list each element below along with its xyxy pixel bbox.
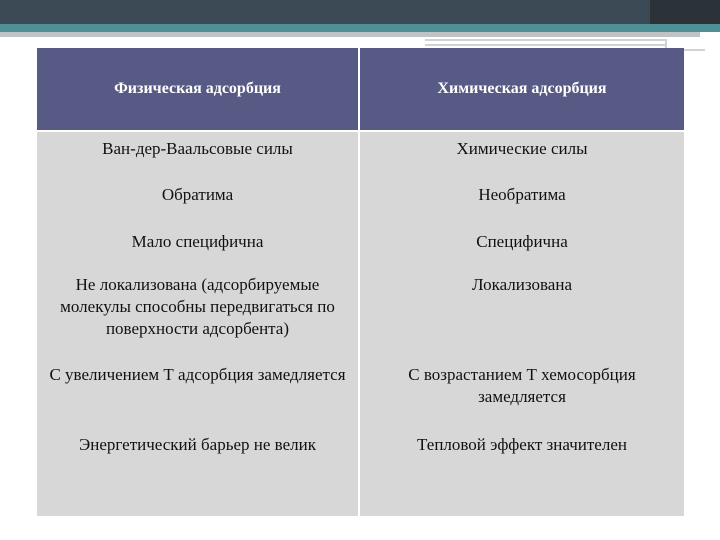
teal-accent-bar [0, 24, 720, 32]
table-cell: С увеличением Т адсорбция замедляется [49, 365, 346, 384]
table-row [37, 180, 684, 227]
table-row [37, 272, 684, 362]
table-cell: Локализована [359, 272, 684, 362]
table-cell: Обратима [161, 185, 234, 204]
table-row [37, 227, 684, 272]
table-row [37, 362, 684, 432]
table-header-row [37, 48, 684, 131]
top-decorative-bar [0, 0, 720, 24]
table-row [37, 131, 684, 180]
table-cell: Не локализована (адсорбируемые молекулы способны передвигаться по поверхности адсорбента) [60, 275, 335, 338]
top-decorative-bar-right [650, 0, 720, 24]
table-cell: Специфична [359, 227, 684, 272]
table-cell: Энергетический барьер не велик [79, 435, 316, 454]
header-physical-adsorption: Физическая адсорбция [37, 48, 359, 131]
table-cell: Ван-дер-Ваальсовые силы [102, 139, 293, 158]
table-cell: С возрастанием Т хемосорбция замедляется [359, 362, 684, 432]
table-cell: Тепловой эффект значителен [359, 432, 684, 522]
table-cell: Необратима [359, 180, 684, 227]
adsorption-comparison-table [37, 48, 684, 516]
table-cell: Мало специфична [131, 232, 264, 251]
table-row [37, 432, 684, 522]
header-chemical-adsorption: Химическая адсорбция [359, 48, 684, 131]
table-cell: Химические силы [359, 131, 684, 180]
